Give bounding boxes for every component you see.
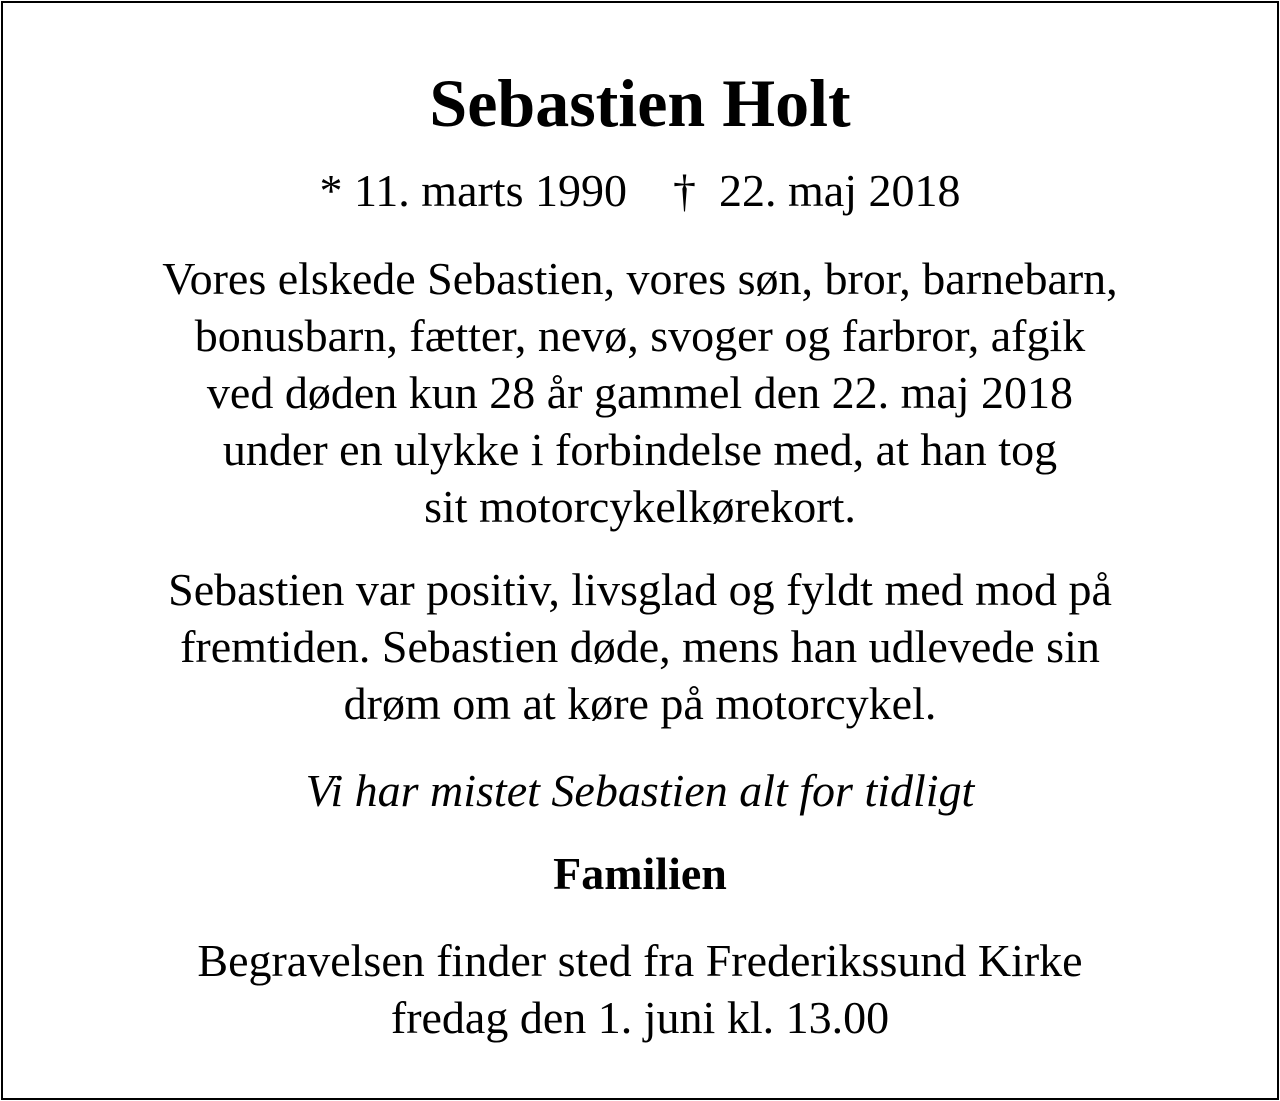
deceased-name: Sebastien Holt [429,65,851,141]
tribute-line: sit motorcykelkørekort. [424,481,856,532]
family-signature: Familien [553,848,727,899]
personality-line: fremtiden. Sebastien døde, mens han udlevede sin [180,621,1100,672]
tribute-line: under en ulykke i forbindelse med, at han tog [222,424,1058,475]
funeral-line: Begravelsen finder sted fra Frederikssund Kirke [197,935,1083,986]
birth-date: * 11. marts 1990 [319,165,627,216]
funeral-info [3,932,1277,1046]
life-dates [3,163,1277,219]
tribute-paragraph [3,250,1277,535]
personality-paragraph [3,561,1277,732]
personality-line: Sebastien var positiv, livsglad og fyldt med mod på [168,564,1112,615]
obituary-notice [1,1,1279,1100]
funeral-line: fredag den 1. juni kl. 13.00 [390,992,890,1043]
tribute-line: Vores elskede Sebastien, vores søn, bror, barnebarn, [162,253,1118,304]
death-date: † 22. maj 2018 [673,165,961,216]
memorial-motto: Vi har mistet Sebastien alt for tidligt [305,765,975,816]
tribute-line: bonusbarn, fætter, nevø, svoger og farbror, afgik [194,310,1086,361]
personality-line: drøm om at køre på motorcykel. [343,678,937,729]
tribute-line: ved døden kun 28 år gammel den 22. maj 2018 [206,367,1074,418]
